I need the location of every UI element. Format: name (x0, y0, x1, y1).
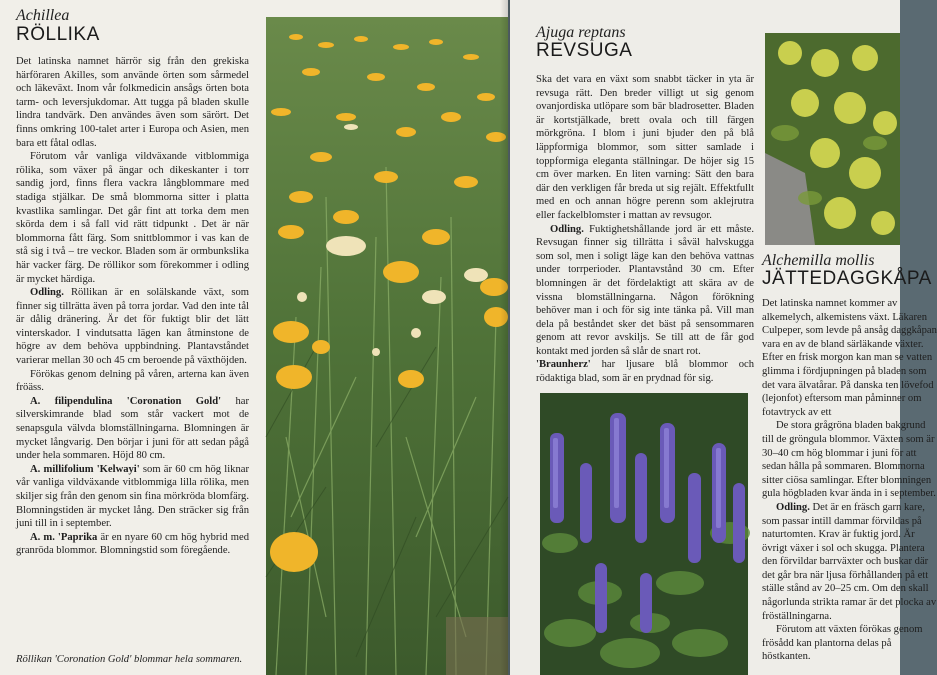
revsuga-paragraph: Ska det vara en växt som snabbt täcker in yta är revsuga rätt. Den breder villigt ut sig genom ovanjordiska utlöpare som bär bladrosetter. Bladen är kortstjälkade, brett ovala och till färgen mörkgröna. I blom i juni bjuder den på blå läppformiga blommor, som sitter samlade i toppformiga eleganta ställningar. De höjer sig 15 cm över marken. En liten varning: Sätt den bara där den verkligen får breda ut sig rejält. Effektfullt med en och annan högre perenn som aklejrutra eller fackelblomster i mattan av revsugor. (536, 74, 754, 221)
variety-text: har silverskimrande blad som står vackert mot de senapsgula välvda blomställningarna. Blomningen är mycket långvarig. Den börjar i juni för att sedan pågå under hela sommaren. Höjd 80 cm. (16, 395, 249, 462)
variety-text: har ljusare blå blommor och rödaktiga blad, som är en prydnad för sig. (536, 359, 754, 385)
species-name-ajuga: Ajuga reptans (536, 24, 626, 41)
yarrow-photo-illustration (266, 17, 508, 675)
right-page (510, 0, 937, 675)
jattedaggkapa-paragraph-3: Förutom att växten förökas genom frösådd kan plantorna delas på höstkanten. (762, 624, 923, 663)
variety-coronation-gold (16, 395, 249, 463)
revsuga-text-column (536, 73, 754, 386)
heading-rollika: RÖLLIKA (16, 24, 100, 45)
heading-revsuga: REVSUGA (536, 40, 633, 61)
jattedaggkapa-paragraph-1: Det latinska namnet kommer av alkemelych, alkemistens växt. Läkaren Culpeper, som levde på ansåg daggkåpan vara en av de bland särläkande växter. Efter en frisk morgon kan man se vatten glimma i fördjupningen på bladen som det vara älvatårar. På danska ten lövefod (lejonfot) eftersom man påminner om fotavtryck av ett (762, 298, 937, 418)
jattedaggkapa-odling (762, 501, 937, 623)
ajuga-photo-illustration (540, 393, 748, 675)
odling-label: Odling. (30, 287, 64, 299)
odling-label: Odling. (550, 223, 584, 235)
heading-jattedaggkapa: JÄTTEDAGGKÅPA (762, 268, 932, 289)
yarrow-photo (266, 17, 508, 675)
rollika-paragraph-2: Förutom vår vanliga vildväxande vitblommiga rölika, som växer på ängar och dikeskanter i torr sandig jord, finns flera vackra långblommare med stadiga stjälkar. De små blommorna sitter i platta kvastlika samlingar. Det går fint att torka dem men skörda dem i så fall vid rätt tidpunkt . Det är när blommorna fått färg. Som snittblommor i vas kan de stå sig i två – tre veckor. Bladen som är ormbunkslika här vacker färg. De röllikor som förekommer i odling är mycket härdiga. (16, 151, 249, 285)
variety-text: som är 60 cm hög liknar vår vanliga vildväxande vitblommiga lilla rölika, men skiljer sig från den genom sin fina mörkröda blomfärg. Blomningstiden är mycket lång. Den sträcker sig från juni till in i september. (16, 463, 249, 530)
variety-braunherz (536, 358, 754, 385)
species-name-alchemilla: Alchemilla mollis (762, 252, 875, 269)
variety-name: A. millifolium 'Kelwayi' (30, 463, 140, 475)
alchemilla-photo-illustration (765, 33, 900, 245)
odling-text: Röllikan är en solälskande växt, som finner sig tillrätta även på torra jordar. Vad den inte tål är dålig dränering. Är det för fuktigt blir det lätt vinterskador. I vindutsatta lägen kan åtminstone de högre av dem behöva uppbindning. Plantavståndet varierar mellan 30 och 45 cm beroende på växthöjden. (16, 287, 249, 367)
jattedaggkapa-paragraph-2: De stora grågröna bladen bakgrund till de gröngula blommor. Växten som är 30–40 cm hög blommar i juni för att sedan hålla på sommaren. Blommorna sitter ciösa samlingar. Efter blomningen gula högbladen kvar ända in i september. (762, 420, 936, 500)
variety-name: A. m. 'Paprika (30, 531, 98, 543)
odling-text: Fuktighetshållande jord är ett måste. Revsugan finner sig tillrätta i såväl halvskugga som sol, men i soligt läge kan den behöva vattnas under torrperioder. Plantavstånd 30 cm. Efter blomningen är det fördelaktigt att skära av de vissna blomställningarna. Någon förökning behöver man i och för sig inte tänka på. Vill man dela på beståndet sker det bäst på sensommaren genom att revor avskiljs. Se till att de får god kontakt med jorden så slår de snart rot. (536, 223, 755, 357)
variety-name: 'Braunherz' (536, 359, 591, 371)
alchemilla-photo (765, 33, 900, 245)
variety-paprika (16, 531, 249, 558)
rollika-odling (16, 286, 249, 368)
revsuga-odling (536, 223, 754, 359)
variety-name: A. filipendulina 'Coronation Gold' (30, 395, 222, 407)
ajuga-photo (540, 393, 748, 675)
rollika-forokning: Förökas genom delning på våren, arterna kan även fröäss. (16, 368, 249, 394)
odling-label: Odling. (776, 501, 810, 513)
jattedaggkapa-text-column (762, 297, 937, 664)
odling-text: Det är en fräsch garn kare, som passar intill dammar förvildas på naturtomten. Krav är fuktig jord. Är övrigt växer i sol och skugga. Plantera den förvildar barrväxter och buskar där det går bra när ljusa förhållanden på ett ställe stånd av 20–25 cm. Om den skall någorlunda strikta ramar är det plocka av fröställningarna. (762, 501, 937, 622)
variety-text: är en nyare 60 cm hög hybrid med granröda blommor. Blomningstid som föregående. (16, 531, 249, 557)
variety-kelwayi (16, 463, 249, 531)
rollika-paragraph-1: Det latinska namnet härrör sig från den grekiska härföraren Akilles, som använde örten som sårmedel och läkeväxt. Inom vår folkmedicin ansågs örten bota tarm- och leversjukdomar. Att tuggа på bladen skulle lindra tandvärk. Den användes även som särört. Det finns omkring 100-talet arter i Europa och Asien, men bara ett fåtal odlas. (16, 56, 249, 149)
species-name-achillea: Achillea (16, 7, 70, 24)
rollika-text-column (16, 55, 249, 558)
photo-caption: Röllikan 'Coronation Gold' blommar hela sommaren. (16, 654, 243, 665)
